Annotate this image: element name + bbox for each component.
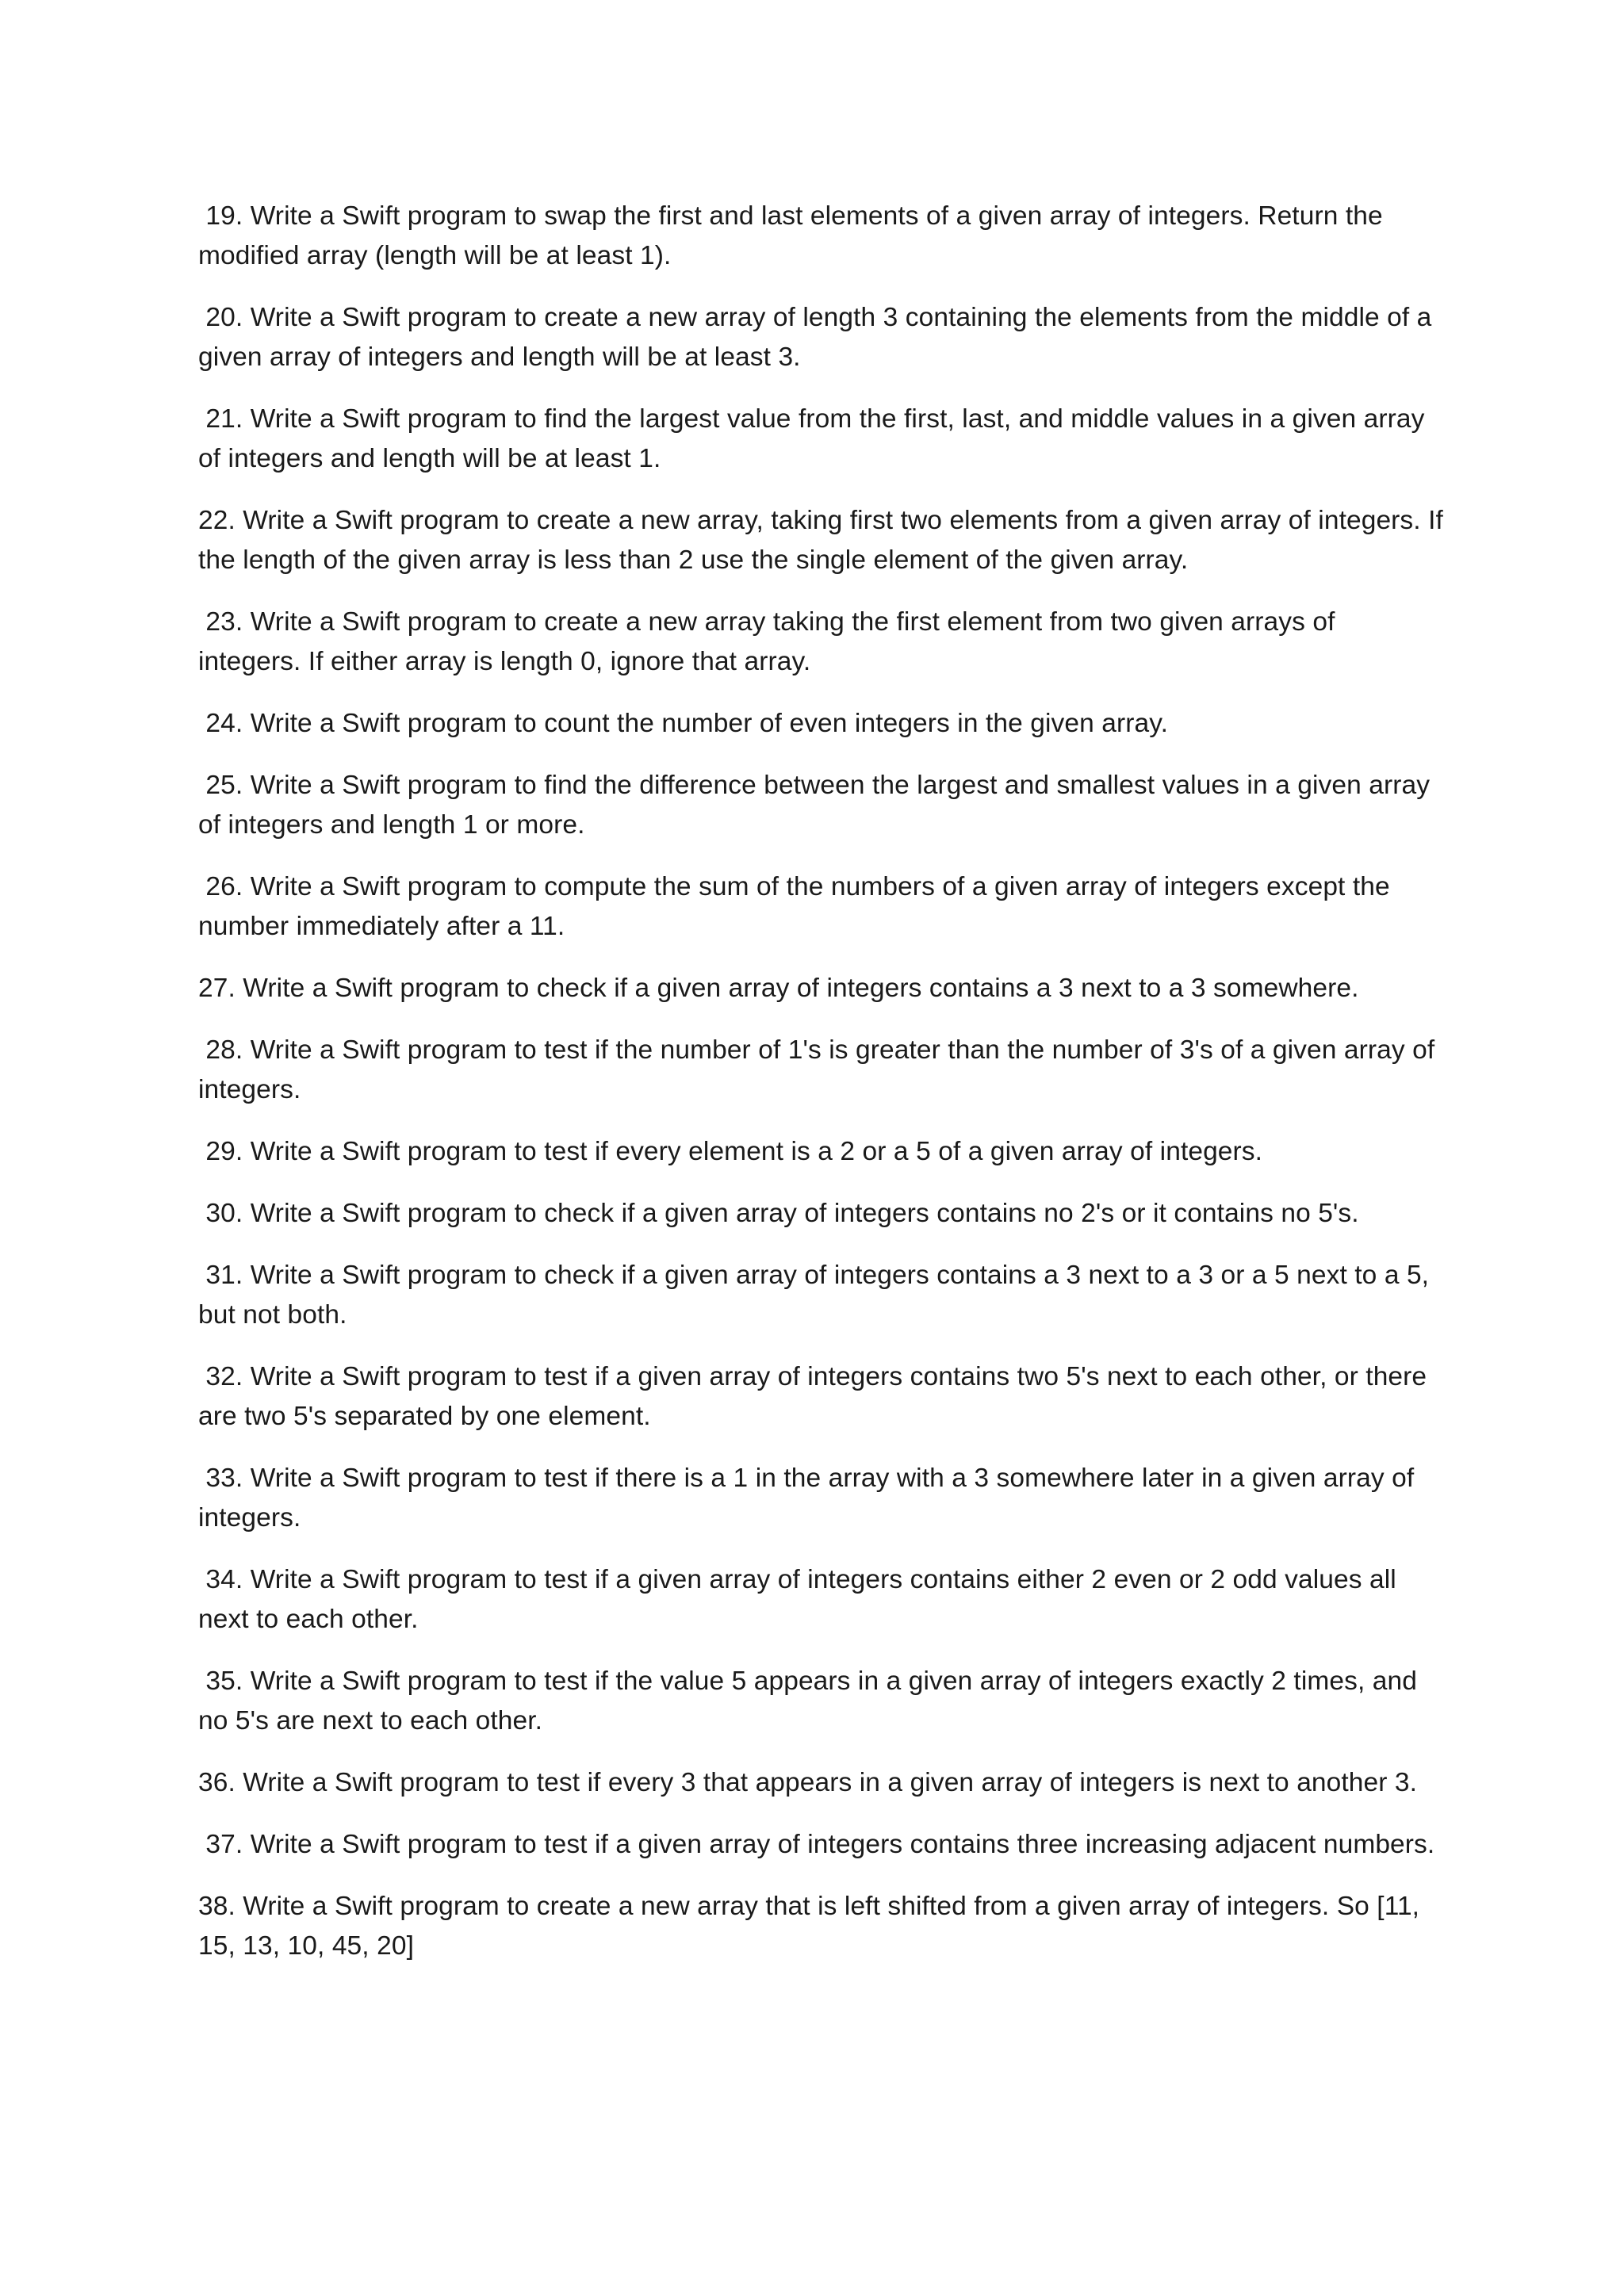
exercise-item-21: 21. Write a Swift program to find the largest value from the first, last, and middle values in a given array of integers and length will be at least 1.: [198, 404, 1432, 473]
exercise-item-25: 25. Write a Swift program to find the difference between the largest and smallest values in a given array of integers and length 1 or more.: [198, 771, 1438, 840]
exercise-list: [198, 197, 1451, 1988]
exercise-item-28: 28. Write a Swift program to test if the number of 1's is greater than the number of 3's of a given array of integers.: [198, 1035, 1442, 1104]
exercise-item-31: 31. Write a Swift program to check if a given array of integers contains a 3 next to a 3 or a 5 next to a 5, but not both.: [198, 1261, 1437, 1330]
exercise-item-37: 37. Write a Swift program to test if a given array of integers contains three increasing adjacent numbers.: [198, 1830, 1435, 1859]
exercise-item-23: 23. Write a Swift program to create a new array taking the first element from two given arrays of integers. If either array is length 0, ignore that array.: [198, 607, 1342, 676]
exercise-item-36: 36. Write a Swift program to test if every 3 that appears in a given array of integers is next to another 3.: [198, 1768, 1418, 1797]
exercise-item-26: 26. Write a Swift program to compute the sum of the numbers of a given array of integers except the number immediately after a 11.: [198, 872, 1398, 941]
exercise-item-33: 33. Write a Swift program to test if there is a 1 in the array with a 3 somewhere later in a given array of integers.: [198, 1464, 1422, 1533]
exercise-item-30: 30. Write a Swift program to check if a given array of integers contains no 2's or it contains no 5's.: [198, 1199, 1359, 1228]
exercise-item-22: 22. Write a Swift program to create a new array, taking first two elements from a given array of integers. If the length of the given array is less than 2 use the single element of the given array.: [198, 506, 1451, 575]
exercise-item-38: 38. Write a Swift program to create a new array that is left shifted from a given array of integers. So [11, 15, 13, 10, 45, 20]: [198, 1892, 1427, 1961]
exercise-item-20: 20. Write a Swift program to create a new array of length 3 containing the elements from the middle of a given array of integers and length will be at least 3.: [198, 303, 1439, 372]
exercise-item-19: 19. Write a Swift program to swap the first and last elements of a given array of integers. Return the modified array (length will be at least 1).: [198, 201, 1391, 270]
exercise-item-32: 32. Write a Swift program to test if a given array of integers contains two 5's next to each other, or there are two 5's separated by one element.: [198, 1362, 1434, 1431]
exercise-item-27: 27. Write a Swift program to check if a given array of integers contains a 3 next to a 3 somewhere.: [198, 974, 1359, 1003]
exercise-item-35: 35. Write a Swift program to test if the value 5 appears in a given array of integers exactly 2 times, and no 5's are next to each other.: [198, 1667, 1425, 1735]
exercise-item-34: 34. Write a Swift program to test if a given array of integers contains either 2 even or 2 odd values all next to each other.: [198, 1565, 1404, 1634]
exercise-item-24: 24. Write a Swift program to count the number of even integers in the given array.: [198, 709, 1168, 738]
exercise-item-29: 29. Write a Swift program to test if every element is a 2 or a 5 of a given array of integers.: [198, 1137, 1263, 1166]
